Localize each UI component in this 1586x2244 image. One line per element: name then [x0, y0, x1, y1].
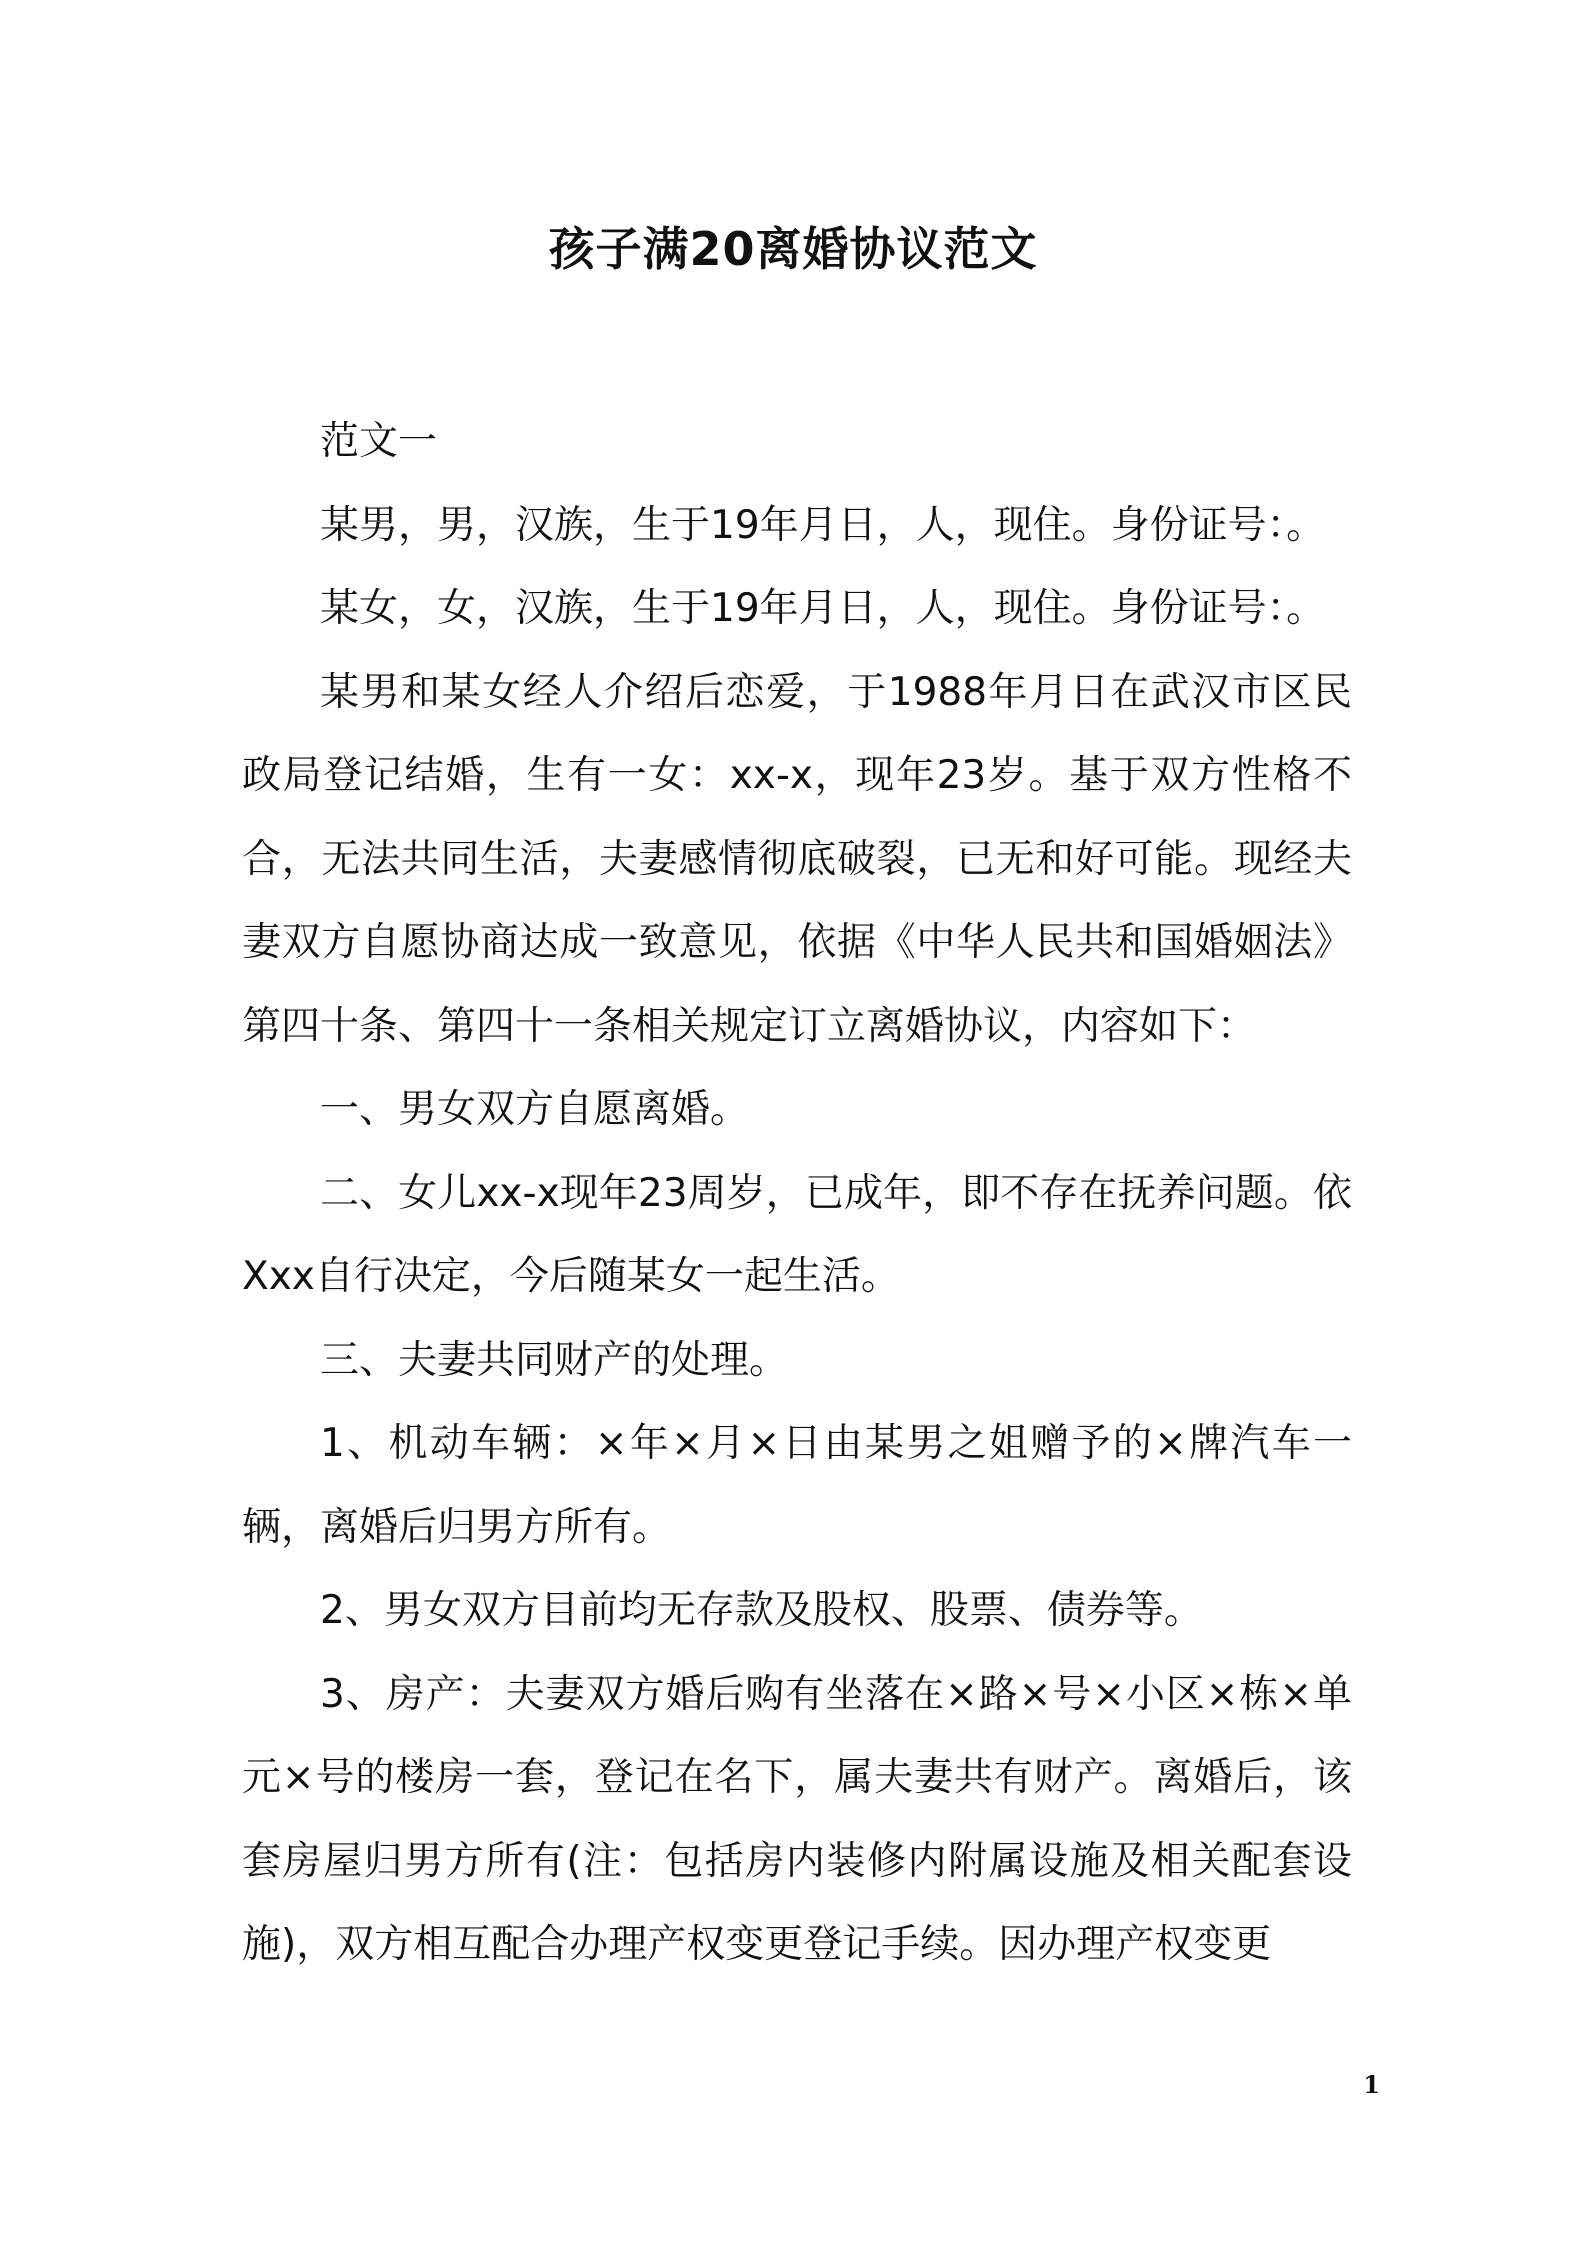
paragraph-female-party: 某女，女，汉族，生于19年月日，人，现住。身份证号：。 — [320, 586, 1326, 631]
paragraph-background: 某男和某女经人介绍后恋爱，于1988年月日在武汉市区民政局登记结婚，生有一女：xx-x，现年23岁。基于双方性格不合，无法共同生活，夫妻感情彻底破裂，已无和好可能。现经夫妻双方自愿协商达成一致意见，依据《中华人民共和国婚姻法》第四十条、第四十一条相关规定订立离婚协议，内容如下： — [242, 669, 1352, 1049]
page-number: 1 — [1363, 2070, 1380, 2099]
paragraph-clause-2: 二、女儿xx-x现年23周岁，已成年，即不存在抚养问题。依Xxx自行决定，今后随某女一起生活。 — [242, 1170, 1352, 1299]
document-title: 孩子满20离婚协议范文 — [548, 222, 1038, 276]
paragraph-heading: 范文一 — [320, 419, 438, 464]
paragraph-clause-1: 一、男女双方自愿离婚。 — [320, 1087, 750, 1132]
paragraph-assets: 2、男女双方目前均无存款及股权、股票、债券等。 — [320, 1588, 1203, 1633]
paragraph-property: 3、房产：夫妻双方婚后购有坐落在×路×号×小区×栋×单元×号的楼房一套，登记在名下，属夫妻共有财产。离婚后，该套房屋归男方所有(注：包括房内装修内附属设施及相关配套设施)，双方相互配合办理产权变更登记手续。因办理产权变更 — [242, 1671, 1352, 1967]
paragraph-vehicle: 1、机动车辆：×年×月×日由某男之姐赠予的×牌汽车一辆，离婚后归男方所有。 — [242, 1421, 1352, 1550]
paragraph-clause-3: 三、夫妻共同财产的处理。 — [320, 1337, 789, 1383]
document-body — [242, 400, 1352, 1987]
paragraph-male-party: 某男，男，汉族，生于19年月日，人，现住。身份证号：。 — [320, 502, 1326, 548]
